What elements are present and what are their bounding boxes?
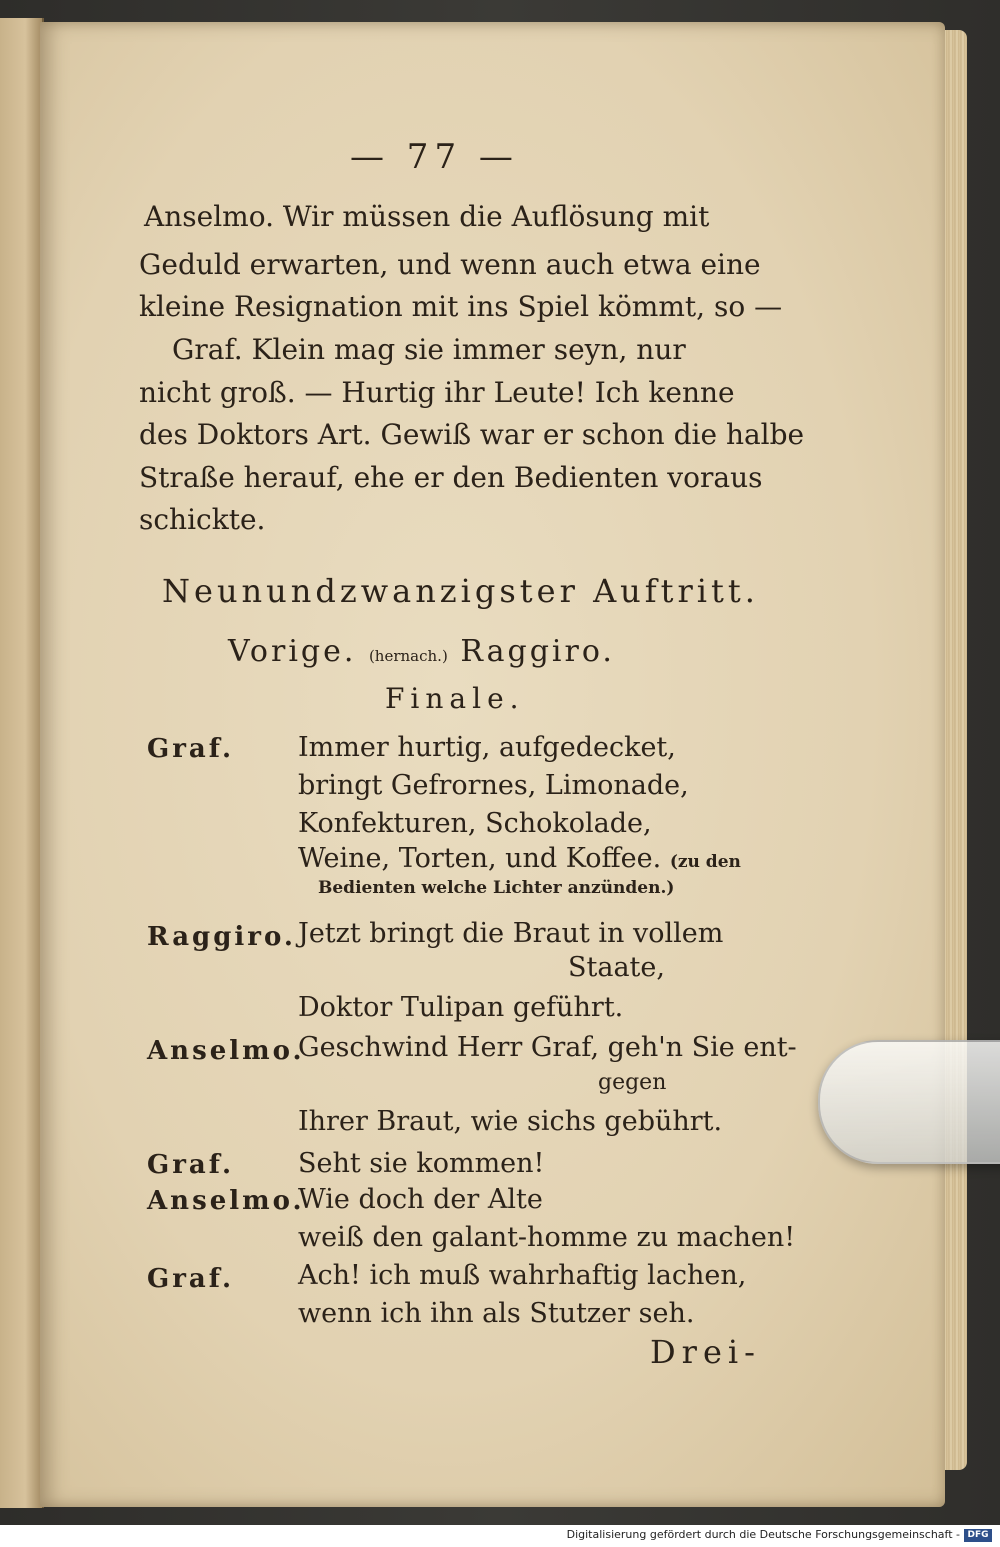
prose-line: Anselmo. Wir müssen die Auflösung mit	[144, 200, 710, 233]
cast-after: Raggiro.	[460, 634, 615, 669]
page-holder-clip	[818, 1040, 1000, 1164]
prose-line: Graf. Klein mag sie immer seyn, nur	[172, 333, 686, 366]
prose-line: Straße herauf, ehe er den Bedienten voraus	[139, 461, 763, 494]
verse-line: Immer hurtig, aufgedecket,	[298, 732, 676, 763]
cast-before: Vorige.	[228, 634, 357, 669]
page-number: — 77 —	[350, 137, 519, 177]
verse-line: Ach! ich muß wahrhaftig lachen,	[298, 1260, 747, 1291]
speaker-name: Anselmo.	[147, 1186, 305, 1216]
footer-bar	[0, 1525, 1000, 1547]
cast-note: (hernach.)	[368, 647, 448, 665]
stage-direction: (zu den	[669, 852, 741, 872]
verse-line-with-direction	[298, 843, 741, 874]
finale-heading: Finale.	[385, 682, 525, 715]
left-page-edge	[0, 18, 44, 1508]
stage-direction: Bedienten welche Lichter anzünden.)	[318, 878, 675, 898]
verse-line: weiß den galant-homme zu machen!	[298, 1222, 796, 1253]
prose-line: kleine Resignation mit ins Spiel kömmt, so —	[139, 290, 783, 323]
catchword: Drei-	[650, 1333, 761, 1371]
verse-line: Ihrer Braut, wie sichs gebührt.	[298, 1106, 723, 1137]
dfg-logo: DFG	[964, 1529, 992, 1542]
speaker-name: Anselmo.	[147, 1036, 305, 1066]
speaker-name: Graf.	[147, 1150, 235, 1180]
verse-line: Wie doch der Alte	[298, 1184, 543, 1215]
speaker-name: Graf.	[147, 1264, 235, 1294]
cast-list	[228, 634, 615, 669]
verse-line: gegen	[598, 1070, 667, 1095]
verse-line: Weine, Torten, und Koffee.	[298, 843, 662, 874]
verse-line: bringt Gefrornes, Limonade,	[298, 770, 689, 801]
verse-line: Doktor Tulipan geführt.	[298, 992, 624, 1023]
verse-line: Staate,	[568, 952, 665, 983]
verse-line: Geschwind Herr Graf, geh'n Sie ent-	[298, 1032, 797, 1063]
speaker-name: Raggiro.	[147, 922, 296, 952]
verse-line: Konfekturen, Schokolade,	[298, 808, 652, 839]
speaker-name: Graf.	[147, 734, 235, 764]
verse-line: wenn ich ihn als Stutzer seh.	[298, 1298, 695, 1329]
verse-line: Seht sie kommen!	[298, 1148, 545, 1179]
verse-line: Jetzt bringt die Braut in vollem	[298, 918, 724, 949]
prose-line: des Doktors Art. Gewiß war er schon die halbe	[139, 418, 805, 451]
prose-line: Geduld erwarten, und wenn auch etwa eine	[139, 248, 761, 281]
funding-credit: Digitalisierung gefördert durch die Deutsche Forschungsgemeinschaft -	[566, 1528, 960, 1541]
prose-line: nicht groß. — Hurtig ihr Leute! Ich kenne	[139, 376, 735, 409]
scene-heading: Neunundzwanzigster Auftritt.	[162, 572, 759, 610]
prose-line: schickte.	[139, 503, 266, 536]
